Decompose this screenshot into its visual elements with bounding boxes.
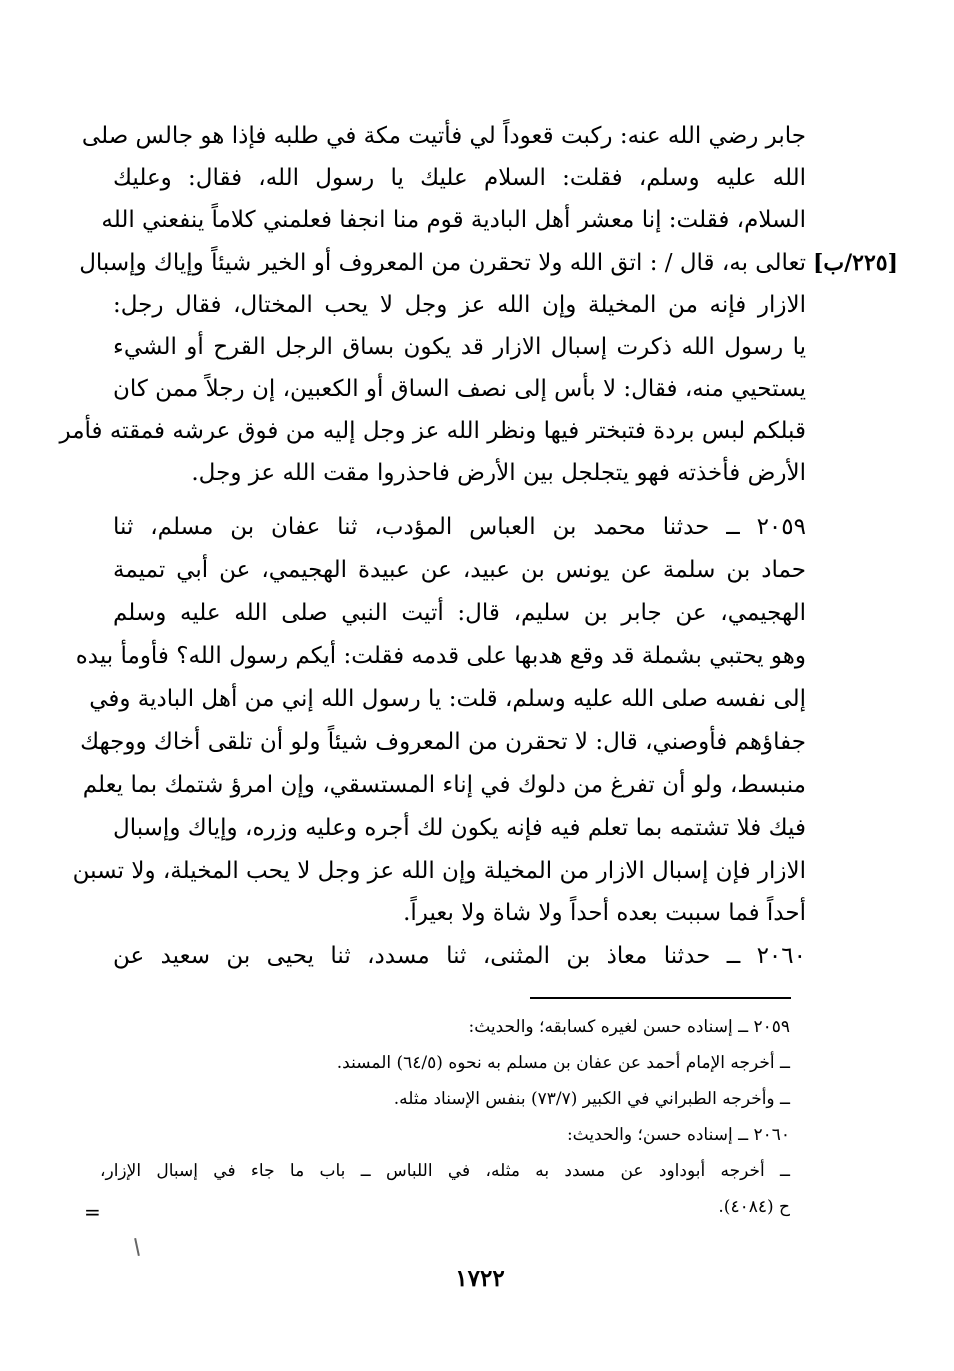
footnote-line: ٢٠٦٠ ــ إسناده حسن؛ والحديث: [566, 1125, 790, 1145]
body-line: وهو يحتبي بشملة قد وقع هدبها على قدمه فقلت: أيكم رسول الله؟ فأومأ بيده [75, 643, 806, 669]
body-line: الازار فإن إسبال الازار من المخيلة وإن الله عز وجل لا يحب المخيلة، ولا تسبن [72, 858, 806, 884]
footnote-line: ــ وأخرجه الطبراني في الكبير (٧٣/٧) بنفس الإسناد مثله. [393, 1089, 790, 1109]
hadith-2060-heading-line: ٢٠٦٠ ــ حدثنا معاذ بن المثنى، ثنا مسدد، ثنا يحيى بن سعيد عن [113, 943, 806, 969]
body-line: جابر رضي الله عنه: ركبت قعوداً لي فأتيت مكة في طلبه فإذا هو جالس صلى [81, 123, 806, 149]
body-line: الهجيمي، عن جابر بن سليم، قال: أتيت النبي صلى الله عليه وسلم [113, 600, 806, 626]
body-line: إلى نفسه صلى الله عليه وسلم، قلت: يا رسول الله إني من أهل البادية وفي [89, 686, 806, 712]
hadith-2059-heading-line: ٢٠٥٩ ــ حدثنا محمد بن العباس المؤدب، ثنا عفان بن مسلم، ثنا [113, 514, 806, 540]
footnote-line: ٢٠٥٩ ــ إسناده حسن لغيره كسابقه؛ والحديث: [468, 1017, 790, 1037]
footnote-line: ــ أخرجه أبوداود عن مسدد به مثله، في اللباس ــ باب ما جاء في إسبال الإزار، [100, 1161, 790, 1181]
body-line: فيك فلا تشتمه بما تعلم فيه فإنه يكون لك أجره وعليه وزره، وإياك وإسبال [113, 815, 806, 841]
body-line: يا رسول الله ذكرت إسبال الازار قد يكون بساق الرجل القرح أو الشيء [113, 334, 806, 360]
continuation-mark: = [84, 1200, 101, 1224]
body-line: الأرض فأخذته فهو يتجلجل بين الأرض فاحذروا مقت الله عز وجل. [191, 460, 806, 486]
footnote-line: ح (٤٠٨٤). [718, 1197, 790, 1217]
body-line: جفاؤهم فأوصني، قال: لا تحقرن من المعروف شيئاً ولو أن تلقى أخاك ووجهك [80, 729, 806, 755]
body-line: السلام، فقلت: إنا معشر أهل البادية قوم منا انجفا فعلمني كلاماً ينفعني الله [101, 207, 806, 233]
body-line: يستحيي منه، فقال: لا بأس إلى نصف الساق أو الكعبين، إن رجلاً ممن كان [113, 376, 806, 402]
margin-folio-note: [٢٢٥/ب] [812, 250, 898, 276]
footnote-separator [530, 997, 791, 999]
page-number: ١٧٢٢ [455, 1265, 505, 1292]
body-line: حماد بن سلمة عن يونس بن عبيد، عن عبيدة الهجيمي، عن أبي تميمة [113, 557, 806, 583]
body-line: قبلكم لبس بردة فتبختر فيها ونظر الله عز وجل إليه من فوق عرشه فمقته فأمر [59, 418, 806, 444]
body-line: منبسط، ولو أن تفرغ من دلوك في إناء المستسقي، وإن امرؤ شتمك بما يعلم [82, 772, 806, 798]
body-line: الله عليه وسلم، فقلت: السلام عليك يا رسول الله، فقال: وعليك [113, 165, 806, 191]
stray-pen-mark [134, 1238, 140, 1256]
body-line: أحداً فما سببت بعده أحداً ولا شاة ولا بعيراً. [403, 900, 806, 926]
body-line: الازار فإنه من المخيلة وإن الله عز وجل لا يحب المختال، فقال رجل: [113, 292, 806, 318]
body-line: تعالى به، قال / : اتق الله ولا تحقرن من المعروف أو الخير شيئاً وإياك وإسبال [79, 250, 806, 276]
footnote-line: ــ أخرجه الإمام أحمد عن عفان بن مسلم به نحوه (٦٤/٥) المسند. [336, 1053, 790, 1073]
